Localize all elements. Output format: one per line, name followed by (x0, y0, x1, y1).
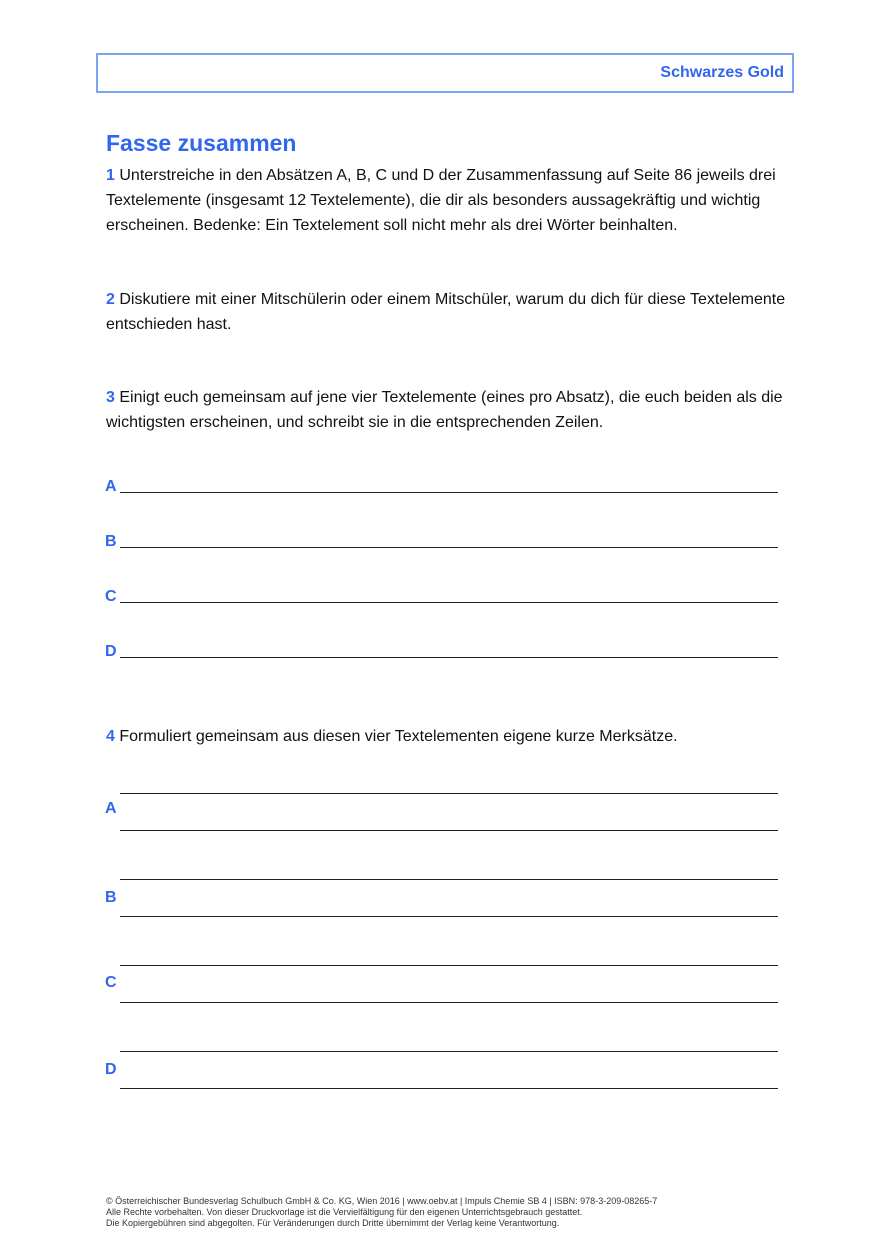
task4-answer-line-b-2[interactable] (120, 916, 778, 917)
task-1-number: 1 (106, 167, 115, 184)
task4-letter-c: C (105, 974, 117, 991)
page-title: Fasse zusammen (106, 130, 297, 156)
task-2 (106, 287, 786, 337)
task4-answer-line-a-2[interactable] (120, 830, 778, 831)
task3-answer-line-d[interactable] (120, 657, 778, 658)
header-box (96, 53, 794, 93)
header-title: Schwarzes Gold (660, 64, 784, 81)
task4-answer-line-d-1[interactable] (120, 1051, 778, 1052)
task4-answer-line-d-2[interactable] (120, 1088, 778, 1089)
task-3-text: Einigt euch gemeinsam auf jene vier Textelemente (eines pro Absatz), die euch beiden als die wichtigsten erscheinen, und schreibt sie in die entsprechenden Zeilen. (106, 389, 783, 431)
task4-letter-a: A (105, 800, 117, 817)
task-3 (106, 385, 786, 435)
task-4-text: Formuliert gemeinsam aus diesen vier Textelementen eigene kurze Merksätze. (119, 728, 678, 745)
footer-fees: Die Kopiergebühren sind abgegolten. Für Veränderungen durch Dritte übernimmt der Verlag keine Verantwortung. (106, 1218, 560, 1228)
task-2-text: Diskutiere mit einer Mitschülerin oder einem Mitschüler, warum du dich für diese Textelemente entschieden hast. (106, 291, 786, 333)
task4-answer-line-a-1[interactable] (120, 793, 778, 794)
task-1-text: Unterstreiche in den Absätzen A, B, C und D der Zusammenfassung auf Seite 86 jeweils drei Textelemente (insgesamt 12 Textelemente), die dir als besonders aussagekräftig und wichtig erscheinen. Bedenke: Ein Textelement soll nicht mehr als drei Wörter beinhalten. (106, 167, 776, 234)
footer-copyright: © Österreichischer Bundesverlag Schulbuch GmbH & Co. KG, Wien 2016 | www.oebv.at | Impuls Chemie SB 4 | ISBN: 978-3-209-08265-7 (106, 1196, 658, 1206)
task4-answer-line-b-1[interactable] (120, 879, 778, 880)
task4-answer-line-c-1[interactable] (120, 965, 778, 966)
task3-answer-line-a[interactable] (120, 492, 778, 493)
task3-letter-a: A (105, 478, 117, 495)
footer (106, 1196, 657, 1229)
task-2-number: 2 (106, 291, 115, 308)
task-4-number: 4 (106, 728, 115, 745)
task3-letter-c: C (105, 588, 117, 605)
task3-answer-line-b[interactable] (120, 547, 778, 548)
task3-letter-d: D (105, 643, 117, 660)
task-3-number: 3 (106, 389, 115, 406)
task4-letter-d: D (105, 1061, 117, 1078)
task4-answer-line-c-2[interactable] (120, 1002, 778, 1003)
task-1 (106, 163, 786, 238)
task3-answer-line-c[interactable] (120, 602, 778, 603)
task4-letter-b: B (105, 889, 117, 906)
task-4 (106, 724, 786, 749)
task3-letter-b: B (105, 533, 117, 550)
footer-rights: Alle Rechte vorbehalten. Von dieser Druckvorlage ist die Vervielfältigung für den eigenen Unterrichtsgebrauch gestattet. (106, 1207, 583, 1217)
